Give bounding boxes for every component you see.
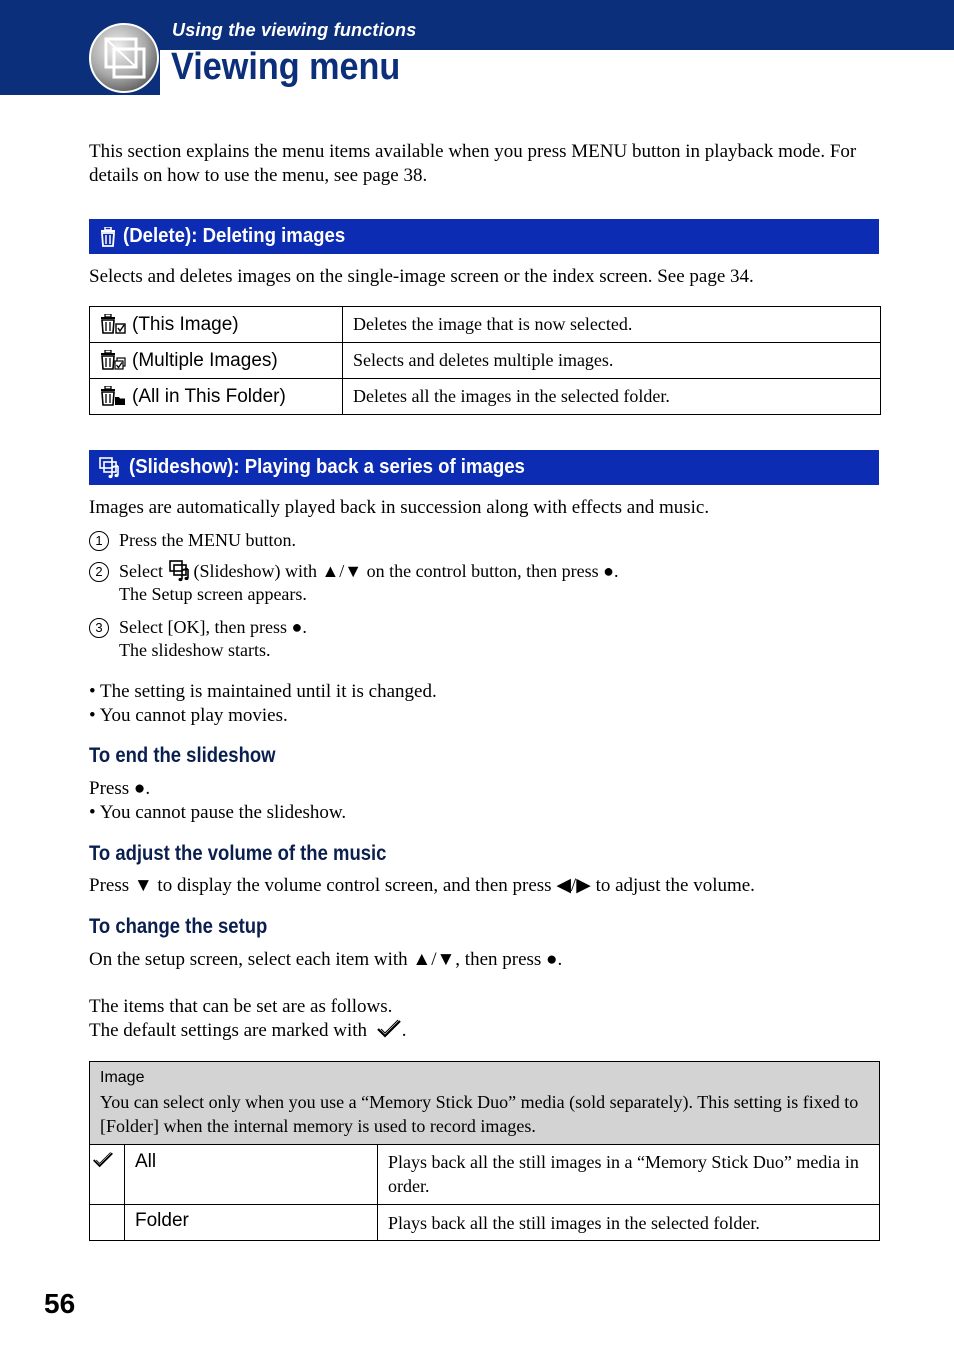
delete-this-image-cell [90, 307, 343, 343]
option-folder-desc: Plays back all the still images in the selected folder. [378, 1205, 880, 1241]
delete-all-in-folder-label: (All in This Folder) [132, 385, 286, 407]
delete-all-in-folder-desc: Deletes all the images in the selected folder. [343, 379, 881, 415]
image-settings-table [89, 1061, 880, 1241]
delete-multiple-images-cell [90, 343, 343, 379]
step-text: Select [119, 561, 163, 581]
delete-section-heading [89, 219, 879, 254]
page-number: 56 [44, 1288, 76, 1319]
slideshow-note-1: • The setting is maintained until it is changed. [89, 681, 437, 702]
default-line-text: The default settings are marked with [89, 1020, 368, 1041]
step-text-cont: (Slideshow) with ▲/▼ on the control button, then press ●. [193, 561, 619, 581]
trash-icon [99, 227, 117, 247]
option-all-desc: Plays back all the still images in a “Memory Stick Duo” media in order. [378, 1145, 880, 1205]
step-2 [89, 560, 618, 606]
items-line: The items that can be set are as follows. [89, 996, 393, 1017]
option-folder: Folder [125, 1205, 378, 1241]
image-table-header [90, 1062, 880, 1145]
table-row [90, 1145, 880, 1205]
table-row [90, 379, 881, 415]
delete-this-image-desc: Deletes the image that is now selected. [343, 307, 881, 343]
intro-text: This section explains the menu items available when you press MENU button in playback mode. For details on how to use the menu, see page 38. [89, 141, 857, 186]
playback-logo-icon [88, 22, 160, 94]
step-number: 3 [89, 618, 109, 638]
delete-heading-text: (Delete): Deleting images [123, 225, 346, 247]
delete-multiple-images-icon [100, 350, 126, 370]
slideshow-section-heading [89, 450, 879, 485]
step-1 [89, 529, 296, 552]
adjust-volume-heading: To adjust the volume of the music [89, 842, 387, 865]
step-text: Press the MENU button. [119, 530, 296, 550]
slideshow-icon [99, 457, 121, 479]
step-3 [89, 616, 307, 662]
step-number: 2 [89, 562, 109, 582]
image-table-note: You can select only when you use a “Memory Stick Duo” media (sold separately). This setting is fixed to [Folder] when the internal memory is used to record images. [100, 1092, 859, 1136]
step-result: The Setup screen appears. [119, 584, 307, 604]
option-all: All [125, 1145, 378, 1205]
change-setup-text: On the setup screen, select each item with ▲/▼, then press ●. [89, 949, 563, 970]
end-slideshow-heading: To end the slideshow [89, 744, 276, 767]
default-marker-cell [90, 1205, 125, 1241]
section-kicker: Using the viewing functions [172, 20, 417, 40]
delete-this-image-icon [100, 314, 126, 334]
image-table-label: Image [100, 1069, 145, 1086]
delete-this-image-label: (This Image) [132, 313, 239, 335]
end-slideshow-note: • You cannot pause the slideshow. [89, 802, 347, 823]
default-marker-cell [90, 1145, 125, 1205]
step-number: 1 [89, 531, 109, 551]
slideshow-icon [169, 560, 191, 582]
table-row [90, 343, 881, 379]
default-check-icon [376, 1019, 402, 1039]
change-setup-heading: To change the setup [89, 915, 268, 938]
delete-multiple-images-label: (Multiple Images) [132, 349, 278, 371]
delete-options-table [89, 306, 881, 415]
delete-all-in-folder-cell [90, 379, 343, 415]
page-title: Viewing menu [171, 46, 401, 88]
delete-multiple-images-desc: Selects and deletes multiple images. [343, 343, 881, 379]
default-line [89, 1019, 407, 1043]
step-text: Select [OK], then press ●. [119, 617, 307, 637]
adjust-volume-text: Press ▼ to display the volume control screen, and then press ◀/▶ to adjust the volume. [89, 875, 755, 896]
slideshow-heading-text: (Slideshow): Playing back a series of images [129, 456, 525, 478]
table-header-row [90, 1062, 880, 1145]
delete-all-in-folder-icon [100, 386, 126, 406]
default-check-icon [92, 1151, 114, 1169]
end-slideshow-text: Press ●. [89, 778, 151, 799]
slideshow-description: Images are automatically played back in succession along with effects and music. [89, 497, 710, 518]
default-line-tail: . [401, 1020, 407, 1041]
delete-description: Selects and deletes images on the single-image screen or the index screen. See page 34. [89, 266, 754, 287]
slideshow-note-2: • You cannot play movies. [89, 705, 288, 726]
table-row [90, 1205, 880, 1241]
step-result: The slideshow starts. [119, 640, 271, 660]
table-row [90, 307, 881, 343]
